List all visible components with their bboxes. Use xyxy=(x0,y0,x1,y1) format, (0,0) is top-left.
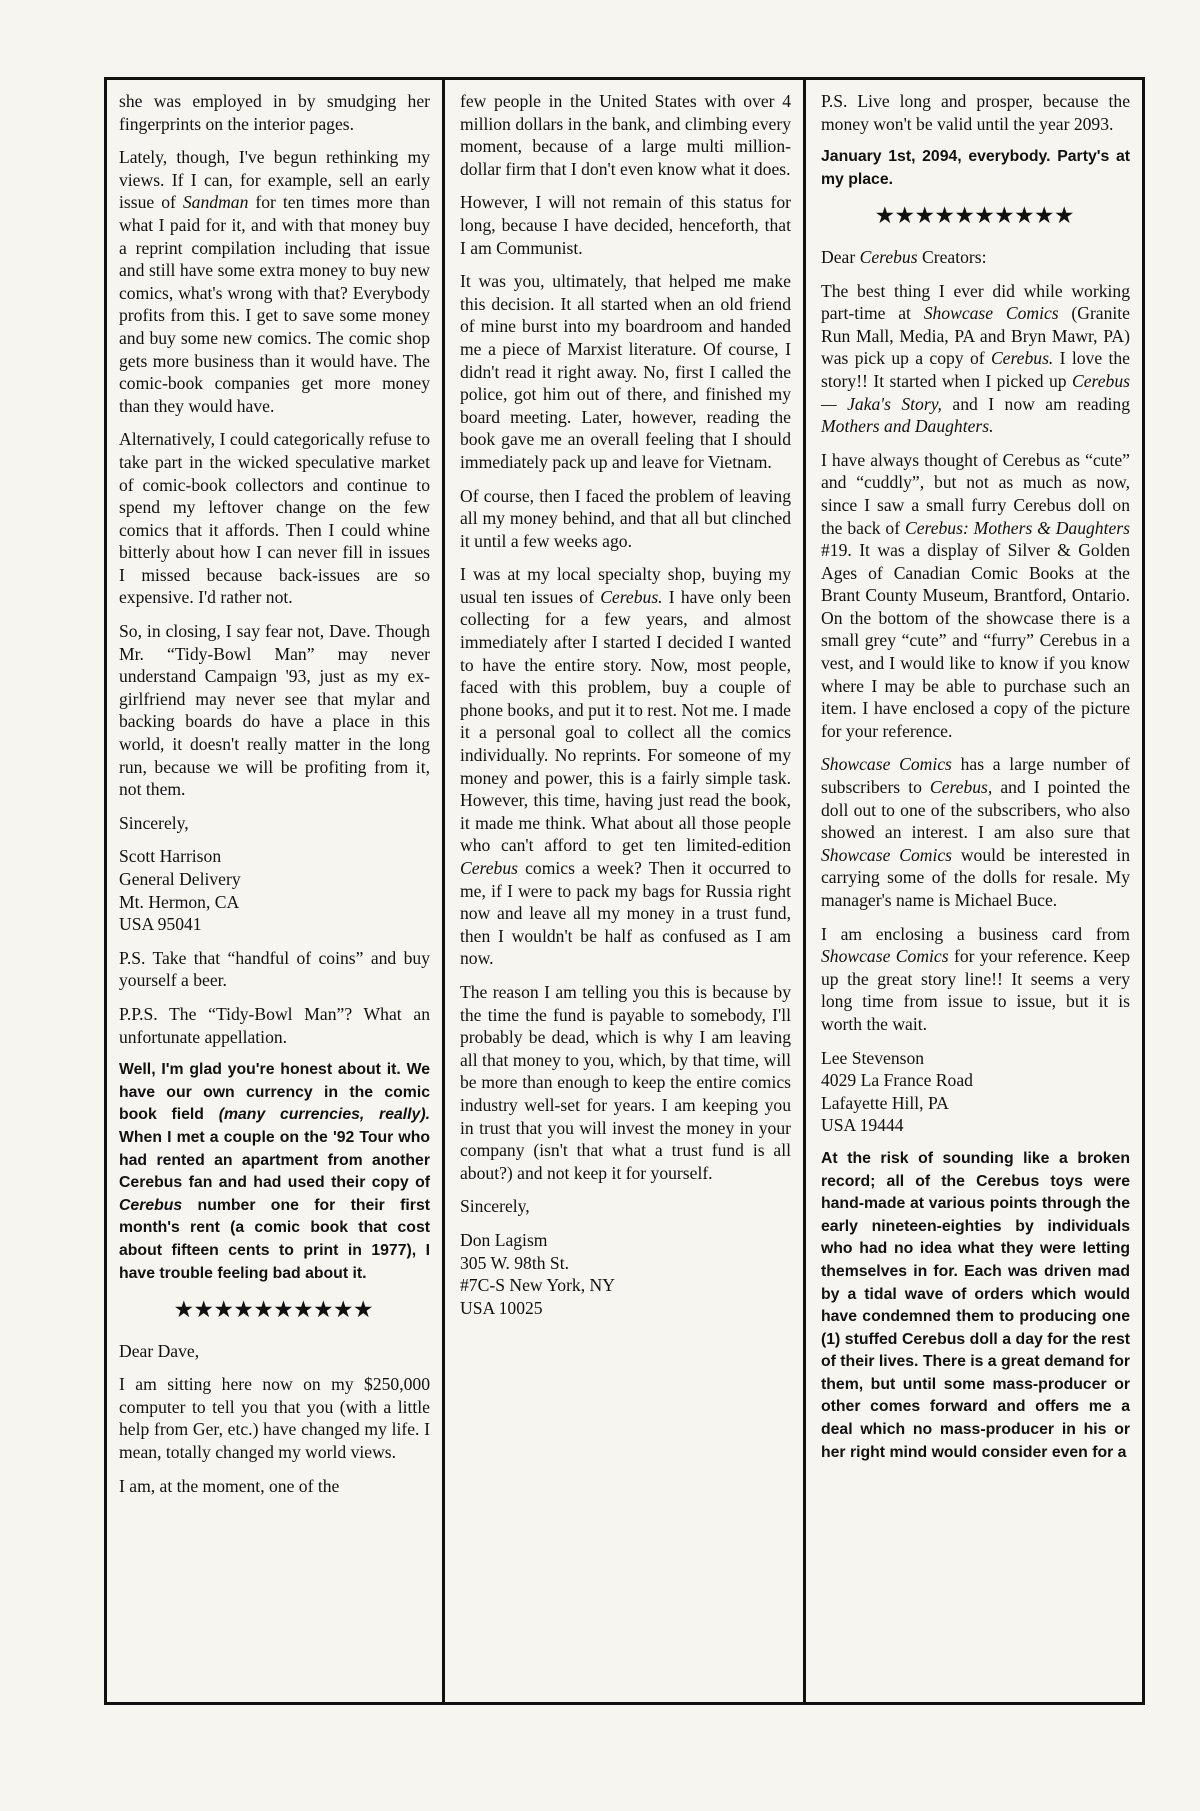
letter-paragraph: It was you, ultimately, that helped me make this decision. It all started when an old friend of mine burst into my boardroom and handed me a piece of Marxist literature. Of course, I didn't read it right away. No, first I called the police, got him out of there, and finished my board meeting. Later, however, reading the book gave me an overall feeling that I should immediately pack up and leave for Vietnam. xyxy=(460,271,791,472)
letter-paragraph: Alternatively, I could categorically refuse to take part in the wicked speculative market of comic-book collectors and continue to spend my leftover change on the few comics that it affords. Then I could whine bitterly about how I can never fill in issues I missed because back-issues are so expensive. I'd rather not. xyxy=(119,429,430,608)
letter-paragraph: I am, at the moment, one of the xyxy=(119,1475,340,1496)
letter-paragraph: Lately, though, I've begun rethinking my views. If I can, for example, sell an early issue of Sandman for ten times more than what I paid for it, and with that money buy a reprint compilation including that issue and still have some extra money to buy new comics, what's wrong with that? Everybody profits from this. I get to save some money and buy some new comics. The comic shop gets more business than it would have. The comic-book companies get more money than they would have. xyxy=(119,147,431,416)
stars-divider: ★★★★★★★★★★ xyxy=(174,1299,375,1322)
letter-salutation: Dear Cerebus Creators: xyxy=(821,246,987,267)
column-2 xyxy=(448,80,806,1702)
letter-paragraph: So, in closing, I say fear not, Dave. Though Mr. “Tidy-Bowl Man” may never understand Campaign '93, just as my ex-girlfriend may never see that mylar and backing boards do have a place in this world, it doesn't really matter in the long run, because we will be profiting from it, not them. xyxy=(119,621,430,800)
stars-divider: ★★★★★★★★★★ xyxy=(875,205,1076,228)
column-1 xyxy=(107,80,445,1702)
letter-postscript: P.S. Take that “handful of coins” and buy yourself a beer. xyxy=(119,947,430,991)
letter-postscript: P.P.S. The “Tidy-Bowl Man”? What an unfortunate appellation. xyxy=(119,1003,430,1047)
editor-reply: At the risk of sounding like a broken record; all of the Cerebus toys were hand-made at various points through the early nineteen-eighties by individuals who had no idea what they were letting themselves in for. Each was driven mad by a tidal wave of orders which would have condemned them to producing one (1) stuffed Cerebus doll a day for the rest of their lives. There is a great demand for them, but until some mass-producer or other comes forward and offers me a deal which no mass-producer in his or her right mind would consider even for a xyxy=(821,1149,1131,1461)
letter-paragraph: I was at my local specialty shop, buying my usual ten issues of Cerebus. I have only been collecting for a few years, and almost immediately after I started I decided I wanted to have the entire story. Now, most people, faced with this problem, buy a couple of phone books, and put it to rest. Not me. I made it a personal goal to collect all the comics individually. No reprints. For someone of my money and power, this is a fairly simple task. However, this time, having just read the book, it made me think. What about all those people who can't afford to get ten limited-edition Cerebus comics a week? Then it occurred to me, if I were to pack my bags for Russia right now and leave all my money in a trust fund, then I wouldn't be half as confused as I am now. xyxy=(460,564,791,969)
letter-paragraph: The best thing I ever did while working part-time at Showcase Comics (Granite Run Mall, Media, PA and Bryn Mawr, PA) was pick up a copy of Cerebus. I love the story!! It started when I picked up Cerebus — Jaka's Story, and I now am reading Mothers and Daughters. xyxy=(821,280,1130,437)
letters-page-frame xyxy=(104,77,1145,1705)
letter-paragraph: Showcase Comics has a large number of subscribers to Cerebus, and I pointed the doll out to one of the subscribers, who also showed an interest. I am also sure that Showcase Comics would be interested in carrying some of the dolls for resale. My manager's name is Michael Buce. xyxy=(821,754,1130,910)
letter-paragraph: However, I will not remain of this status for long, because I have decided, henceforth, that I am Communist. xyxy=(460,192,791,258)
letter-signoff: Sincerely, xyxy=(460,1196,530,1217)
letter-address: Don Lagism 305 W. 98th St. #7C-S New York, NY USA 10025 xyxy=(460,1229,615,1318)
editor-reply: January 1st, 2094, everybody. Party's at my place. xyxy=(821,148,1130,188)
letter-paragraph: I am enclosing a business card from Showcase Comics for your reference. Keep up the great story line!! It seems a very long time from issue to issue, but it is worth the wait. xyxy=(821,923,1130,1034)
letter-paragraph: she was employed in by smudging her fingerprints on the interior pages. xyxy=(119,91,430,134)
letter-paragraph: I have always thought of Cerebus as “cute” and “cuddly”, but not as much as now, since I saw a small furry Cerebus doll on the back of Cerebus: Mothers & Daughters #19. It was a display of Silver & Golden Ages of Canadian Comic Books at the Brant County Museum, Brantford, Ontario. On the bottom of the showcase there is a small grey “cute” and “furry” Cerebus in a vest, and I would like to know if you know where I may be able to purchase such an item. I have enclosed a copy of the picture for your reference. xyxy=(821,449,1130,741)
letter-salutation: Dear Dave, xyxy=(119,1340,200,1361)
letter-address: Lee Stevenson 4029 La France Road Lafayette Hill, PA USA 19444 xyxy=(821,1047,973,1136)
editor-reply: Well, I'm glad you're honest about it. We have our own currency in the comic book field (many currencies, really). When I met a couple on the '92 Tour who had rented an apartment from another Cerebus fan and had used their copy of Cerebus number one for their first month's rent (a comic book that cost about fifteen cents to print in 1977), I have trouble feeling bad about it. xyxy=(119,1061,430,1282)
column-3 xyxy=(809,80,1142,1702)
letter-postscript: P.S. Live long and prosper, because the money won't be valid until the year 2093. xyxy=(821,91,1130,134)
letter-signoff: Sincerely, xyxy=(119,812,189,833)
letter-paragraph: The reason I am telling you this is because by the time the fund is payable to somebody, I'll probably be dead, which is why I am leaving all that money to you, which, by that time, will be more than enough to keep the entire comics industry well-set for years. I am keeping you in trust that you will invest the money in your company (isn't that what a trust fund is all about?) and not keep it for yourself. xyxy=(460,981,791,1183)
letter-paragraph: I am sitting here now on my $250,000 computer to tell you that you (with a little help from Ger, etc.) have changed my life. I mean, totally changed my world views. xyxy=(119,1374,430,1463)
letter-address: Scott Harrison General Delivery Mt. Hermon, CA USA 95041 xyxy=(119,846,241,935)
letter-paragraph: few people in the United States with over 4 million dollars in the bank, and climbing every moment, because of a large multi million-dollar firm that I don't even know what it does. xyxy=(460,91,791,179)
letter-paragraph: Of course, then I faced the problem of leaving all my money behind, and that all but clinched it until a few weeks ago. xyxy=(460,485,791,551)
